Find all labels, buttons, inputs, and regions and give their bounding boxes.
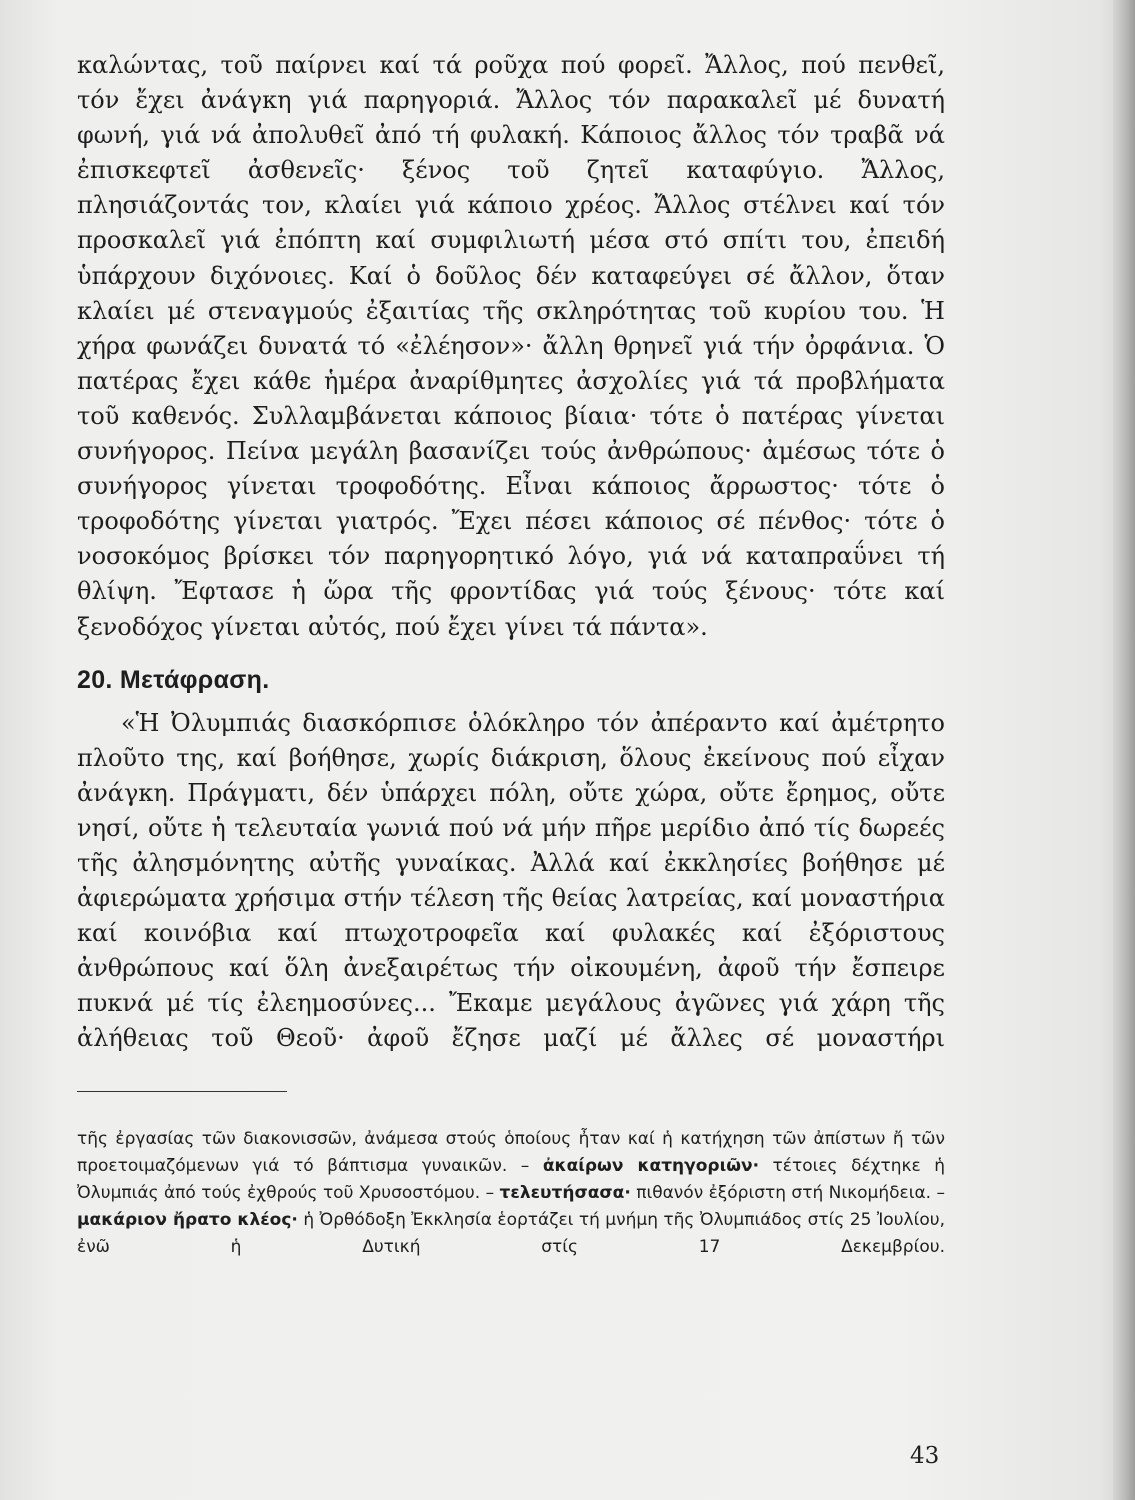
footnote-separator <box>77 1091 287 1092</box>
page-edge <box>1113 0 1135 1500</box>
footnote-term: τελευτήσασα· <box>499 1182 631 1203</box>
footnote-term: ἀκαίρων κατηγοριῶν· <box>542 1155 760 1176</box>
section-heading: 20. Μετάφραση. <box>77 665 270 694</box>
footnote-text: ἡ Ὀρθόδοξη Ἐκκλησία ἑορτάζει τή μνήμη τῆς Ὀλυμπιάδος στίς 25 Ἰουλίου, ἐνῶ ἡ Δυτική στίς 17 Δεκεμβρίου. <box>77 1209 945 1257</box>
paragraph-continued: καλώντας, τοῦ παίρνει καί τά ροῦχα πού φορεῖ. Ἄλλος, πού πενθεῖ, τόν ἔχει ἀνάγκη γιά παρηγοριά. Ἄλλος τόν παρακαλεῖ μέ δυνατή φωνή, γιά νά ἀπολυθεῖ ἀπό τή φυλακή. Κάποιος ἄλλος τόν τραβᾶ νά ἐπισκεφτεῖ ἀσθενεῖς· ξένος τοῦ ζητεῖ καταφύγιο. Ἄλλος, πλησιάζοντάς τον, κλαίει γιά κάποιο χρέος. Ἄλλος στέλνει καί τόν προσκαλεῖ γιά ἐπόπτη καί συμφιλιωτή μέσα στό σπίτι του, ἐπειδή ὑπάρχουν διχόνοιες. Καί ὁ δοῦλος δέν καταφεύγει σέ ἄλλον, ὅταν κλαίει μέ στεναγμούς ἐξαιτίας τῆς σκληρότητας τοῦ κυρίου του. Ἡ χήρα φωνάζει δυνατά τό «ἐλέησον»· ἄλλη θρηνεῖ γιά τήν ὀρφάνια. Ὁ πατέρας ἔχει κάθε ἡμέρα ἀναρίθμητες ἀσχολίες γιά τά προβλήματα τοῦ καθενός. Συλλαμβάνεται κάποιος βίαια· τότε ὁ πατέρας γίνεται συνήγορος. Πείνα μεγάλη βασανίζει τούς ἀνθρώπους· ἀμέσως τότε ὁ συνήγορος γίνεται τροφοδότης. Εἶναι κάποιος ἄρρωστος· τότε ὁ τροφοδότης γίνεται γιατρός. Ἔχει πέσει κάποιος σέ πένθος· τότε ὁ νοσοκόμος βρίσκει τόν παρηγορητικό λόγο, γιά νά καταπραΰνει τή θλίψη. Ἔφτασε ἡ ὥρα τῆς φροντίδας γιά τούς ξένους· τότε καί ξενοδόχος γίνεται αὐτός, πού ἔχει γίνει τά πάντα». <box>77 51 945 641</box>
footnote-term: μακάριον ἤρατο κλέος· <box>77 1209 298 1230</box>
book-page <box>77 48 945 1261</box>
footnote <box>77 1126 945 1261</box>
footnote-text: τῆς ἐργασίας τῶν διακονισσῶν, ἀνάμεσα στούς ὁποίους ἦταν καί ἡ κατήχηση τῶν ἀπίστων ἤ τῶν προετοιμαζόμενων γιά τό βάπτισμα γυναικῶν. – <box>77 1128 945 1176</box>
footnote-text: πιθανόν ἐξόριστη στή Νικομήδεια. – <box>630 1182 945 1203</box>
footnote-text: τέτοιες δέχτηκε ἡ Ὀλυμπιάς ἀπό τούς ἐχθρούς τοῦ Χρυσοστόμου. – <box>77 1155 945 1203</box>
page-number: 43 <box>910 1443 940 1469</box>
translation-paragraph: «Ἡ Ὀλυμπιάς διασκόρπισε ὁλόκληρο τόν ἀπέραντο καί ἀμέτρητο πλοῦτο της, καί βοήθησε, χωρίς διάκριση, ὅλους ἐκείνους πού εἶχαν ἀνάγκη. Πράγματι, δέν ὑπάρχει πόλη, οὔτε χώρα, οὔτε ἔρημος, οὔτε νησί, οὔτε ἡ τελευταία γωνιά πού νά μήν πῆρε μερίδιο ἀπό τίς δωρεές τῆς ἀλησμόνητης αὐτῆς γυναίκας. Ἀλλά καί ἐκκλησίες βοήθησε μέ ἀφιερώματα χρήσιμα στήν τέλεση τῆς θείας λατρείας, καί μοναστήρια καί κοινόβια καί πτωχοτροφεῖα καί φυλακές καί ἐξόριστους ἀνθρώπους καί ὅλη ἀνεξαιρέτως τήν οἰκουμένη, ἀφοῦ τήν ἔσπειρε πυκνά μέ τίς ἐλεημοσύνες... Ἔκαμε μεγάλους ἀγῶνες γιά χάρη τῆς ἀλήθειας τοῦ Θεοῦ· ἀφοῦ ἔζησε μαζί μέ ἄλλες σέ μοναστήρι <box>77 708 945 1053</box>
